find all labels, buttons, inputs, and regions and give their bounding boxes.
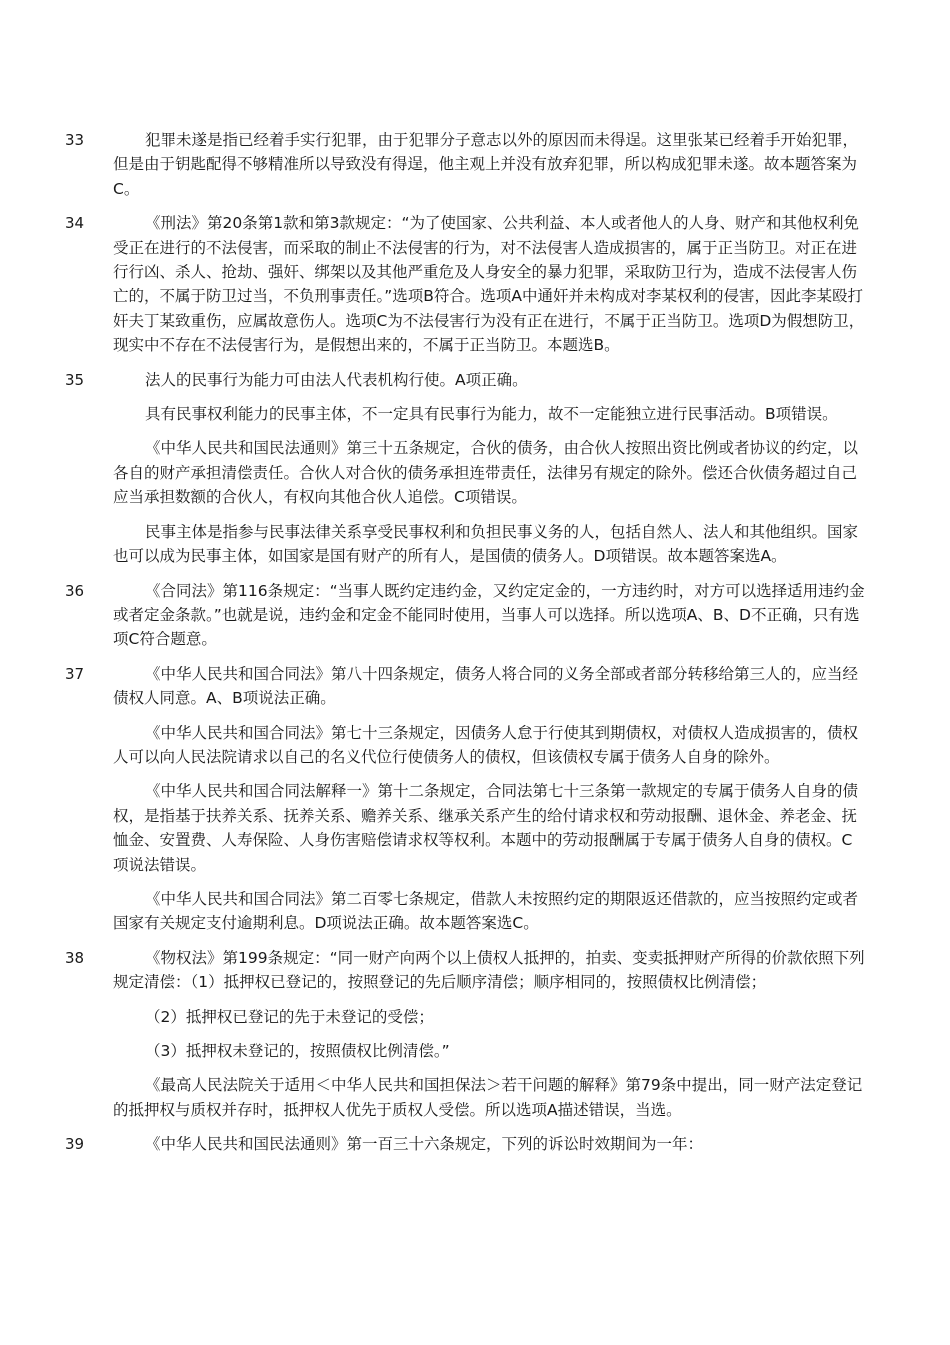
explanation-paragraph: 《中华人民共和国合同法》第八十四条规定，债务人将合同的义务全部或者部分转移给第三人的，应当经债权人同意。A、B项说法正确。 <box>113 664 859 708</box>
explanation-paragraph: （3）抵押权未登记的，按照债权比例清偿。” <box>145 1042 450 1060</box>
question-number: 34 <box>65 214 85 233</box>
answer-entry-36 <box>0 579 950 652</box>
question-number: 36 <box>65 581 85 600</box>
answer-entry-37 <box>0 662 950 936</box>
question-number: 35 <box>65 370 85 389</box>
question-number: 38 <box>65 948 85 967</box>
explanation-paragraph: （2）抵押权已登记的先于未登记的受偿； <box>145 1007 434 1026</box>
answer-entry-34 <box>0 211 950 357</box>
question-number: 39 <box>65 1135 85 1154</box>
explanation-paragraph: 《中华人民共和国合同法》第二百零七条规定，借款人未按照约定的期限返还借款的，应当按照约定或者国家有关规定支付逾期利息。D项说法正确。故本题答案选C。 <box>113 889 859 933</box>
explanation-paragraph: 《刑法》第20条第1款和第3款规定：“为了使国家、公共利益、本人或者他人的人身、财产和其他权利免受正在进行的不法侵害，而采取的制止不法侵害的行为，对不法侵害人造成损害的，属于正当防卫。对正在进行行凶、杀人、抢劫、强奸、绑架以及其他严重危及人身安全的暴力犯罪，采取防卫行为，造成不法侵害人伤亡的，不属于防卫过当，不负刑事责任。”选项B符合。选项A中通奸并未构成对李某权利的侵害，因此李某殴打奸夫丁某致重伤，应属故意伤人。选项C为不法侵害行为没有正在进行，不属于正当防卫。选项D为假想防卫，现实中不存在不法侵害行为，是假想出来的，不属于正当防卫。本题选B。 <box>113 214 865 355</box>
explanation-paragraph: 犯罪未遂是指已经着手实行犯罪，由于犯罪分子意志以外的原因而未得逞。这里张某已经着手开始犯罪，但是由于钥匙配得不够精准所以导致没有得逞，他主观上并没有放弃犯罪，所以构成犯罪未遂。故本题答案为C。 <box>113 131 859 198</box>
explanation-paragraph: 民事主体是指参与民事法律关系享受民事权利和负担民事义务的人，包括自然人、法人和其他组织。国家也可以成为民事主体，如国家是国有财产的所有人，是国债的债务人。D项错误。故本题答案选A。 <box>113 522 859 566</box>
document-page <box>0 128 950 1167</box>
answer-entry-38 <box>0 946 950 1122</box>
explanation-paragraph: 《中华人民共和国民法通则》第三十五条规定，合伙的债务，由合伙人按照出资比例或者协议的约定，以各自的财产承担清偿责任。合伙人对合伙的债务承担连带责任，法律另有规定的除外。偿还合伙债务超过自己应当承担数额的合伙人，有权向其他合伙人追偿。C项错误。 <box>113 439 859 507</box>
explanation-paragraph: 《最高人民法院关于适用＜中华人民共和国担保法＞若干问题的解释》第79条中提出，同一财产法定登记的抵押权与质权并存时，抵押权人优先于质权人受偿。所以选项A描述错误，当选。 <box>113 1076 863 1119</box>
explanation-paragraph: 《中华人民共和国合同法》第七十三条规定，因债务人怠于行使其到期债权，对债权人造成损害的，债权人可以向人民法院请求以自己的名义代位行使债务人的债权，但该债权专属于债务人自身的除外。 <box>113 723 859 766</box>
question-number: 33 <box>65 131 85 149</box>
explanation-paragraph: 具有民事权利能力的民事主体，不一定具有民事行为能力，故不一定能独立进行民事活动。B项错误。 <box>145 405 838 424</box>
answer-entry-33 <box>0 128 950 201</box>
explanation-paragraph: 《中华人民共和国合同法解释一》第十二条规定，合同法第七十三条第一款规定的专属于债务人自身的债权，是指基于扶养关系、抚养关系、赡养关系、继承关系产生的给付请求权和劳动报酬、退休金、养老金、抚恤金、安置费、人寿保险、人身伤害赔偿请求权等权利。本题中的劳动报酬属于专属于债务人自身的债权。C项说法错误。 <box>113 782 859 874</box>
explanation-paragraph: 《中华人民共和国民法通则》第一百三十六条规定，下列的诉讼时效期间为一年： <box>145 1135 704 1154</box>
question-number: 37 <box>65 664 85 683</box>
explanation-paragraph: 《合同法》第116条规定：“当事人既约定违约金，又约定定金的，一方违约时，对方可以选择适用违约金或者定金条款。”也就是说，违约金和定金不能同时使用，当事人可以选择。所以选项A、B、D不正确，只有选项C符合题意。 <box>113 581 865 649</box>
answer-entry-39 <box>0 1132 950 1156</box>
explanation-paragraph: 《物权法》第199条规定：“同一财产向两个以上债权人抵押的，拍卖、变卖抵押财产所得的价款依照下列规定清偿：（1）抵押权已登记的，按照登记的先后顺序清偿；顺序相同的，按照债权比例清偿； <box>113 948 865 992</box>
answer-entry-35 <box>0 368 950 569</box>
explanation-paragraph: 法人的民事行为能力可由法人代表机构行使。A项正确。 <box>145 370 528 389</box>
